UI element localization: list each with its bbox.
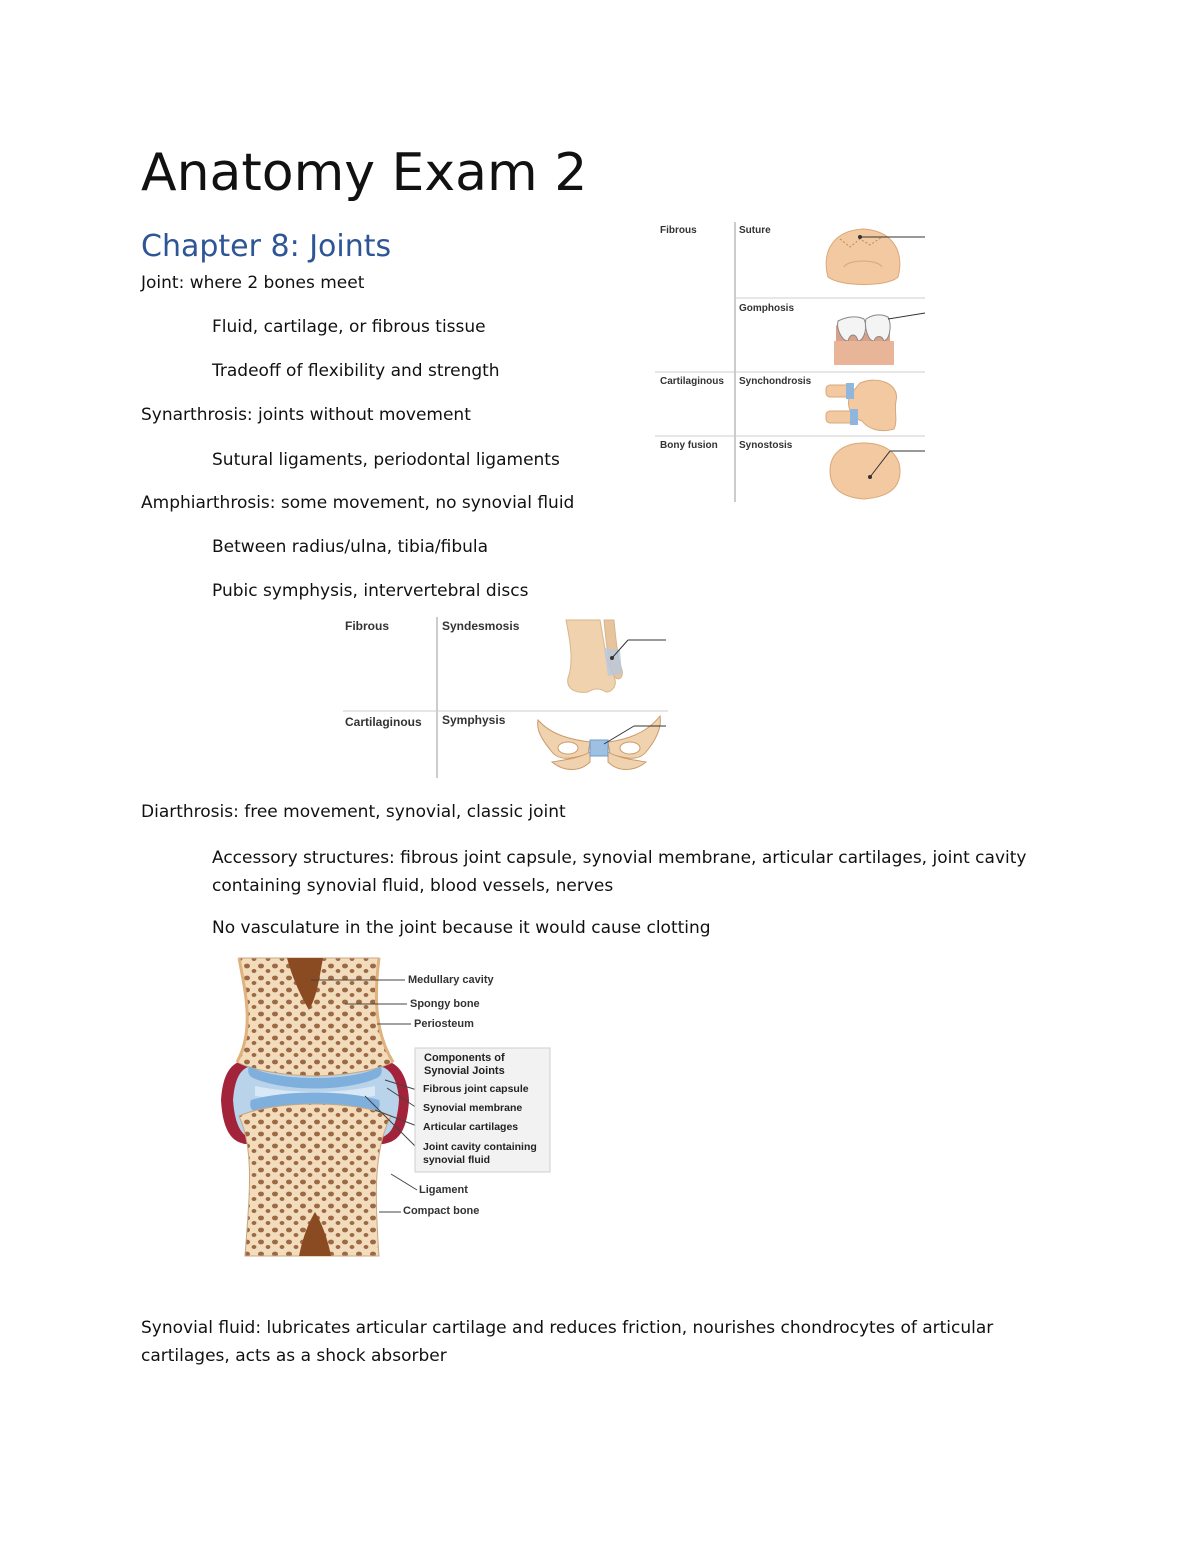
label-compact-bone: Compact bone	[403, 1205, 480, 1217]
note-joint-tissue: Fluid, cartilage, or fibrous tissue	[212, 317, 486, 337]
label-medullary-cavity: Medullary cavity	[408, 974, 494, 986]
synovial-joint-figure	[215, 950, 560, 1265]
label-cartilaginous: Cartilaginous	[660, 376, 724, 387]
label-periosteum: Periosteum	[414, 1018, 474, 1030]
synarthrosis-figure-graphics	[650, 215, 930, 505]
legend-synovial-membrane: Synovial membrane	[423, 1102, 523, 1114]
label-fibrous: Fibrous	[660, 225, 697, 236]
note-synovial-fluid: Synovial fluid: lubricates articular cartilage and reduces friction, nourishes chondrocytes of articular cartilages, acts as a shock absorber	[141, 1318, 994, 1366]
synarthrosis-figure	[650, 215, 930, 505]
note-accessory-structures: Accessory structures: fibrous joint capsule, synovial membrane, articular cartilages, joint cavity containing synovial fluid, blood vessels, nerves	[212, 848, 1027, 896]
label-gomphosis: Gomphosis	[739, 303, 795, 314]
tibia-fibula-syndesmosis-icon	[566, 620, 666, 692]
note-tradeoff: Tradeoff of flexibility and strength	[212, 361, 500, 381]
legend-articular-cartilages: Articular cartilages	[423, 1121, 519, 1133]
note-amphiarthrosis: Amphiarthrosis: some movement, no synovial fluid	[141, 493, 575, 513]
label-bony-fusion: Bony fusion	[660, 440, 718, 451]
note-amphiarthrosis-example-2: Pubic symphysis, intervertebral discs	[212, 581, 529, 601]
skull-suture-icon	[826, 229, 925, 285]
pelvis-symphysis-icon	[538, 716, 666, 770]
label-fibrous-2: Fibrous	[345, 619, 389, 633]
note-synarthrosis: Synarthrosis: joints without movement	[141, 405, 471, 425]
label-cartilaginous-2: Cartilaginous	[345, 715, 422, 729]
note-synarthrosis-examples: Sutural ligaments, periodontal ligaments	[212, 450, 560, 470]
note-joint-definition: Joint: where 2 bones meet	[141, 273, 365, 293]
label-synchondrosis: Synchondrosis	[739, 376, 812, 387]
note-amphiarthrosis-example-1: Between radius/ulna, tibia/fibula	[212, 537, 489, 557]
teeth-gomphosis-icon	[834, 313, 925, 365]
label-spongy-bone: Spongy bone	[410, 998, 480, 1010]
label-ligament: Ligament	[419, 1184, 468, 1196]
document-title: Anatomy Exam 2	[141, 143, 588, 203]
skull-synostosis-icon	[830, 443, 925, 499]
bone-synchondrosis-icon	[826, 380, 897, 430]
legend-joint-cavity: Joint cavity containing synovial fluid	[423, 1141, 537, 1166]
chapter-heading: Chapter 8: Joints	[141, 229, 392, 264]
amphiarthrosis-figure-graphics	[338, 612, 673, 782]
label-syndesmosis: Syndesmosis	[442, 619, 520, 633]
label-suture: Suture	[739, 225, 771, 236]
note-no-vasculature: No vasculature in the joint because it would cause clotting	[212, 918, 711, 938]
legend-fibrous-joint-capsule: Fibrous joint capsule	[423, 1083, 529, 1095]
amphiarthrosis-figure	[338, 612, 673, 782]
label-symphysis: Symphysis	[442, 713, 506, 727]
note-diarthrosis: Diarthrosis: free movement, synovial, classic joint	[141, 802, 566, 822]
label-synostosis: Synostosis	[739, 440, 793, 451]
legend-title: Components of Synovial Joints	[424, 1052, 505, 1077]
